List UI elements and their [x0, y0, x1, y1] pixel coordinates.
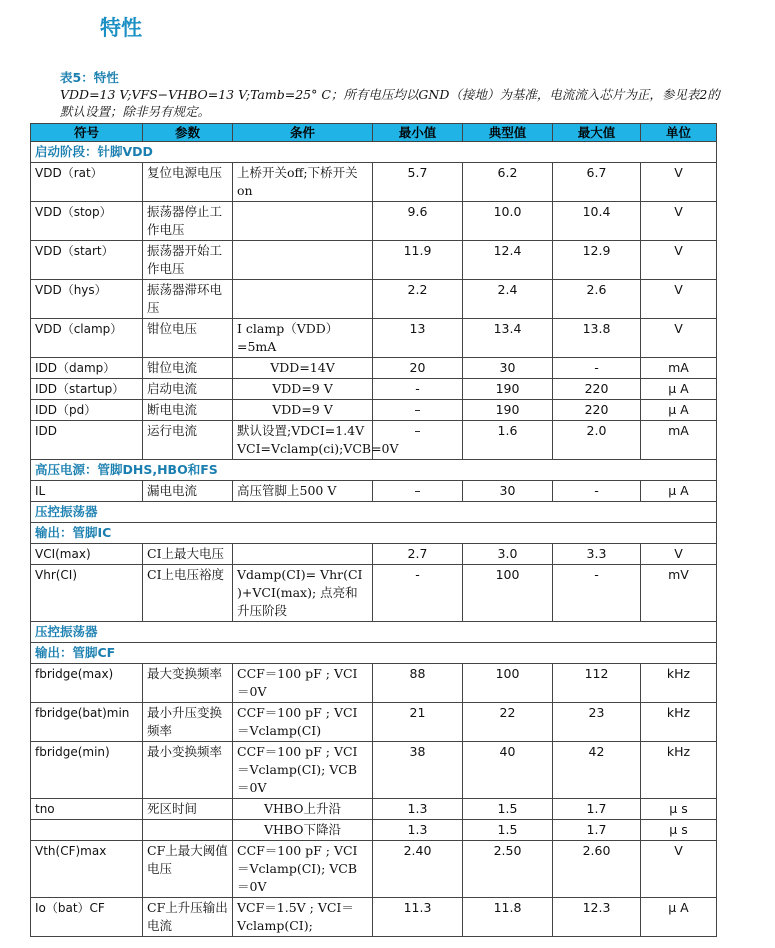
cell-max: 2.60	[553, 841, 641, 898]
cell-param: 运行电流	[143, 421, 233, 460]
cell-typ: 30	[463, 358, 553, 379]
section-title: 输出：管脚IC	[31, 523, 717, 544]
cell-symbol: VDD（clamp）	[31, 319, 143, 358]
header-param: 参数	[143, 124, 233, 142]
cell-cond: CCF＝100 pF ; VCI＝0V	[233, 664, 373, 703]
cell-symbol: fbridge(max)	[31, 664, 143, 703]
table-row	[31, 280, 717, 319]
cell-typ: 1.6	[463, 421, 553, 460]
cell-param	[143, 820, 233, 841]
header-cond: 条件	[233, 124, 373, 142]
cell-unit: μ A	[641, 481, 717, 502]
cell-max: 220	[553, 379, 641, 400]
cell-unit: kHz	[641, 664, 717, 703]
cell-cond	[233, 544, 373, 565]
cell-unit: mA	[641, 421, 717, 460]
section-title: 启动阶段：针脚VDD	[31, 142, 717, 163]
table-row	[31, 481, 717, 502]
cell-symbol: tno	[31, 799, 143, 820]
table-caption: 表5：特性	[60, 70, 119, 85]
cell-symbol: IDD（startup）	[31, 379, 143, 400]
cell-min: 2.7	[373, 544, 463, 565]
cell-max: -	[553, 481, 641, 502]
header-typ: 典型值	[463, 124, 553, 142]
table-row	[31, 841, 717, 898]
cell-unit: V	[641, 241, 717, 280]
cell-unit: V	[641, 319, 717, 358]
cell-min: 1.3	[373, 799, 463, 820]
cell-unit: μ A	[641, 379, 717, 400]
cell-max: 12.3	[553, 898, 641, 937]
cell-param: 最大变换频率	[143, 664, 233, 703]
cell-min: 2.2	[373, 280, 463, 319]
section-row	[31, 460, 717, 481]
cell-typ: 13.4	[463, 319, 553, 358]
cell-unit: μ A	[641, 400, 717, 421]
cell-param: CF上最大阈值电压	[143, 841, 233, 898]
cell-typ: 40	[463, 742, 553, 799]
cell-typ: 6.2	[463, 163, 553, 202]
cell-max: 23	[553, 703, 641, 742]
characteristics-table	[30, 123, 717, 937]
section-row	[31, 622, 717, 643]
cell-max: 220	[553, 400, 641, 421]
cell-param: CI上最大电压	[143, 544, 233, 565]
cell-param: CF上升压输出电流	[143, 898, 233, 937]
table-row	[31, 820, 717, 841]
cell-typ: 10.0	[463, 202, 553, 241]
cell-unit: μ s	[641, 799, 717, 820]
cell-param: 振荡器停止工作电压	[143, 202, 233, 241]
cell-unit: mV	[641, 565, 717, 622]
cell-param: 钳位电流	[143, 358, 233, 379]
section-title: 高压电源：管脚DHS,HBO和FS	[31, 460, 717, 481]
table-row	[31, 421, 717, 460]
cell-typ: 190	[463, 379, 553, 400]
cell-min: -	[373, 379, 463, 400]
cell-unit: V	[641, 202, 717, 241]
cell-min: –	[373, 400, 463, 421]
cell-typ: 2.4	[463, 280, 553, 319]
cell-min: 20	[373, 358, 463, 379]
cell-unit: V	[641, 280, 717, 319]
table-row	[31, 703, 717, 742]
cell-unit: V	[641, 163, 717, 202]
cell-max: 6.7	[553, 163, 641, 202]
cell-max: 42	[553, 742, 641, 799]
cell-min: 11.9	[373, 241, 463, 280]
cell-cond	[233, 202, 373, 241]
table-row	[31, 565, 717, 622]
cell-typ: 11.8	[463, 898, 553, 937]
cell-typ: 12.4	[463, 241, 553, 280]
table-row	[31, 898, 717, 937]
section-title: 压控振荡器	[31, 622, 717, 643]
cell-max: 2.6	[553, 280, 641, 319]
cell-cond: 高压管脚上500 V	[233, 481, 373, 502]
cell-min: 38	[373, 742, 463, 799]
cell-max: 13.8	[553, 319, 641, 358]
cell-symbol: Vhr(CI)	[31, 565, 143, 622]
cell-symbol: IDD（pd）	[31, 400, 143, 421]
cell-max: 12.9	[553, 241, 641, 280]
section-title: 压控振荡器	[31, 502, 717, 523]
cell-typ: 30	[463, 481, 553, 502]
section-row	[31, 502, 717, 523]
table-row	[31, 163, 717, 202]
cell-typ: 3.0	[463, 544, 553, 565]
cell-max: 1.7	[553, 799, 641, 820]
cell-typ: 1.5	[463, 799, 553, 820]
cell-symbol: VDD（start）	[31, 241, 143, 280]
cell-unit: V	[641, 544, 717, 565]
cell-cond: CCF＝100 pF ; VCI＝Vclamp(CI); VCB＝0V	[233, 742, 373, 799]
cell-max: -	[553, 565, 641, 622]
cell-param: 最小升压变换频率	[143, 703, 233, 742]
cell-cond: VDD=14V	[233, 358, 373, 379]
cell-cond: VDD=9 V	[233, 379, 373, 400]
table-row	[31, 544, 717, 565]
cell-cond: VHBO下降沿	[233, 820, 373, 841]
cell-cond: 默认设置;VDCI=1.4V VCI=Vclamp(ci);VCB=0V	[233, 421, 373, 460]
cell-symbol	[31, 820, 143, 841]
cell-unit: mA	[641, 358, 717, 379]
table-row	[31, 799, 717, 820]
table-body	[31, 142, 717, 937]
cell-unit: μ A	[641, 898, 717, 937]
cell-param: 断电电流	[143, 400, 233, 421]
table-row	[31, 742, 717, 799]
table-row	[31, 202, 717, 241]
cell-symbol: VCI(max)	[31, 544, 143, 565]
cell-cond: CCF＝100 pF ; VCI＝Vclamp(CI)	[233, 703, 373, 742]
cell-cond: VHBO上升沿	[233, 799, 373, 820]
cell-min: 2.40	[373, 841, 463, 898]
cell-unit: μ s	[641, 820, 717, 841]
cell-max: 10.4	[553, 202, 641, 241]
cell-typ: 22	[463, 703, 553, 742]
table-row	[31, 400, 717, 421]
cell-min: 88	[373, 664, 463, 703]
header-max: 最大值	[553, 124, 641, 142]
cell-param: 复位电源电压	[143, 163, 233, 202]
cell-param: CI上电压裕度	[143, 565, 233, 622]
cell-min: 9.6	[373, 202, 463, 241]
header-min: 最小值	[373, 124, 463, 142]
cell-cond	[233, 241, 373, 280]
cell-symbol: IDD	[31, 421, 143, 460]
cell-symbol: Vth(CF)max	[31, 841, 143, 898]
cell-symbol: IDD（damp）	[31, 358, 143, 379]
cell-max: 2.0	[553, 421, 641, 460]
cell-unit: V	[641, 841, 717, 898]
cell-typ: 100	[463, 664, 553, 703]
cell-min: 13	[373, 319, 463, 358]
cell-symbol: IL	[31, 481, 143, 502]
table-row	[31, 379, 717, 400]
cell-max: -	[553, 358, 641, 379]
cell-min: 1.3	[373, 820, 463, 841]
cell-symbol: VDD（stop）	[31, 202, 143, 241]
table-row	[31, 358, 717, 379]
table-row	[31, 664, 717, 703]
cell-typ: 2.50	[463, 841, 553, 898]
cell-cond: CCF＝100 pF ; VCI＝Vclamp(CI); VCB＝0V	[233, 841, 373, 898]
section-row	[31, 523, 717, 544]
table-conditions: VDD=13 V;VFS−VHBO=13 V;Tamb=25° C；所有电压均以GND（接地）为基准，电流流入芯片为正，参见表2的默认设置；除非另有规定。	[60, 87, 720, 119]
cell-min: 21	[373, 703, 463, 742]
cell-cond: VDD=9 V	[233, 400, 373, 421]
cell-min: 5.7	[373, 163, 463, 202]
cell-cond	[233, 280, 373, 319]
table-header-row	[31, 124, 717, 142]
header-unit: 单位	[641, 124, 717, 142]
header-symbol: 符号	[31, 124, 143, 142]
cell-symbol: fbridge(min)	[31, 742, 143, 799]
cell-symbol: Io（bat）CF	[31, 898, 143, 937]
cell-param: 漏电电流	[143, 481, 233, 502]
cell-cond: I clamp（VDD）=5mA	[233, 319, 373, 358]
cell-param: 振荡器开始工作电压	[143, 241, 233, 280]
cell-cond: 上桥开关off;下桥开关on	[233, 163, 373, 202]
cell-param: 振荡器滞环电压	[143, 280, 233, 319]
cell-param: 启动电流	[143, 379, 233, 400]
table-row	[31, 319, 717, 358]
cell-typ: 100	[463, 565, 553, 622]
section-row	[31, 643, 717, 664]
table-row	[31, 241, 717, 280]
page-title: 特性	[100, 16, 142, 40]
section-title: 输出：管脚CF	[31, 643, 717, 664]
cell-min: 11.3	[373, 898, 463, 937]
cell-param: 死区时间	[143, 799, 233, 820]
cell-symbol: fbridge(bat)min	[31, 703, 143, 742]
cell-max: 112	[553, 664, 641, 703]
cell-cond: Vdamp(CI)= Vhr(CI )+VCI(max); 点亮和升压阶段	[233, 565, 373, 622]
cell-symbol: VDD（hys）	[31, 280, 143, 319]
cell-max: 1.7	[553, 820, 641, 841]
cell-max: 3.3	[553, 544, 641, 565]
cell-symbol: VDD（rat）	[31, 163, 143, 202]
cell-cond: VCF＝1.5V ; VCI＝Vclamp(CI);	[233, 898, 373, 937]
section-row	[31, 142, 717, 163]
cell-min: –	[373, 481, 463, 502]
cell-min: -	[373, 565, 463, 622]
cell-typ: 190	[463, 400, 553, 421]
cell-typ: 1.5	[463, 820, 553, 841]
cell-min: –	[373, 421, 463, 460]
cell-unit: kHz	[641, 703, 717, 742]
cell-param: 最小变换频率	[143, 742, 233, 799]
cell-unit: kHz	[641, 742, 717, 799]
cell-param: 钳位电压	[143, 319, 233, 358]
